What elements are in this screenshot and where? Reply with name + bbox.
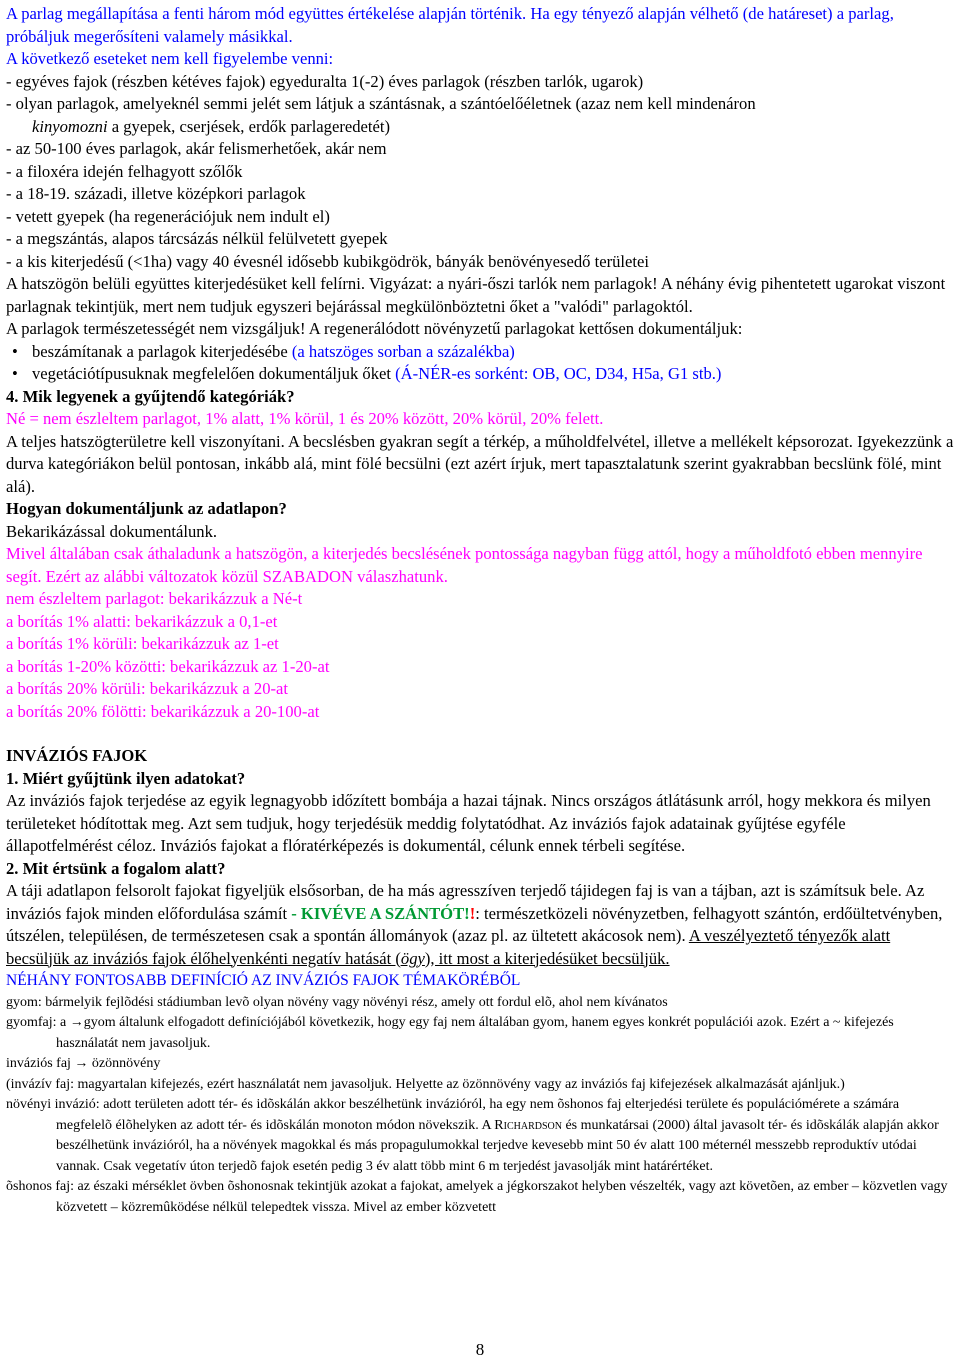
- bullet-icon: •: [12, 341, 18, 361]
- definition: gyomfaj: a →gyom általunk elfogadott definíciójából következik, hogy egy faj nem általában gyom, hanem egyes konkrét populációi azok. Ezért a ~ kifejezés használatát nem javasoljuk.: [6, 1015, 894, 1051]
- section-heading: 1. Miért gyűjtünk ilyen adatokat?: [6, 768, 246, 788]
- list-item: - vetett gyepek (ha regenerációjuk nem indult el): [6, 206, 330, 226]
- body-paragraph: Az inváziós fajok terjedése az egyik legnagyobb időzített bombája a hazai tájnak. Nincs országos átlátásunk arról, hogy mekkora és milyen területeket hódítottak meg. Azt sem tudjuk, hogy terjedésük meddig folytatódhat. Az inváziós fajok adatainak gyűjtése egyféle állapotfelmérést céloz. Inváziós fajokat a flóratérképezés is dokumentál, célunk ennek térbeli segítése.: [6, 791, 931, 855]
- option-line: a borítás 20% körüli: bekarikázzuk a 20-at: [6, 679, 288, 698]
- list-item: - a megszántás, alapos tárcsázás nélkül felülvetett gyepek: [6, 229, 388, 248]
- category-line: Né = nem észleltem parlagot, 1% alatt, 1% körül, 1 és 20% között, 20% körül, 20% felett.: [6, 409, 604, 428]
- option-line: a borítás 20% fölötti: bekarikázzuk a 20-100-at: [6, 701, 320, 721]
- list-item: - olyan parlagok, amelyeknél semmi jelét sem látjuk a szántásnak, a szántóelőéletnek (azaz nem kell mindenáron: [6, 94, 756, 113]
- list-item: - a kis kiterjedésű (<1ha) vagy 40 évesnél idősebb kubikgödrök, bányák benövényesedő területei: [6, 251, 649, 271]
- bullet-item: • beszámítanak a parlagok kiterjedésébe (a hatszöges sorban a százalékba): [6, 341, 954, 364]
- spacer: [6, 723, 954, 745]
- page-number: 8: [475, 1340, 485, 1359]
- option-line: a borítás 1% körüli: bekarikázzuk az 1-et: [6, 634, 279, 653]
- definition: inváziós faj → özönnövény: [6, 1056, 161, 1071]
- exclusion-intro: A következő eseteket nem kell figyelembe venni:: [6, 49, 334, 68]
- definition: õshonos faj: az északi mérséklet övben õshonosnak tekintjük azokat a fajokat, amelyek a jégkorszakot helyben vészelték, vagy azt követõen, az ember – közvetlen vagy közvetett – közremûködése nélkül telepedtek vissza. Mivel az ember közvetett: [6, 1179, 948, 1215]
- body-paragraph: A teljes hatszögterületre kell viszonyítani. A becslésben gyakran segít a térkép, a műholdfelvétel, illetve a mellékelt képsorozat. Igyekezzünk a durva kategóriákon belül pontosan, inkább alá, mint fölé becsülni (ezt azért írjuk, mert tapasztalatunk szerint gyakrabban becslünk fölé, mint alá).: [6, 431, 954, 496]
- intro-paragraph: A parlag megállapítása a fenti három mód együttes értékelése alapján történik. Ha egy tényező alapján vélhető (de határeset) a parlag, próbáljuk megerősíteni valamely másikkal.: [6, 4, 894, 46]
- list-item: - a 18-19. századi, illetve középkori parlagok: [6, 184, 306, 203]
- option-line: nem észleltem parlagot: bekarikázzuk a Né-t: [6, 589, 303, 608]
- magenta-paragraph: Mivel általában csak áthaladunk a hatszögön, a kiterjedés becslésének pontossága nagyban függ attól, hogy a műholdfotó ebben mennyire segít. Ezért az alábbi változatok közül SZABADON válaszhatunk.: [6, 544, 923, 586]
- list-item: - egyéves fajok (részben kétéves fajok) egyeduralta 1(-2) éves parlagok (részben tarlók, ugarok): [6, 71, 644, 91]
- definitions-title: NÉHÁNY FONTOSABB DEFINÍCIÓ AZ INVÁZIÓS FAJOK TÉMAKÖRÉBŐL: [6, 972, 521, 989]
- body-paragraph: A hatszögön belüli együttes kiterjedésüket kell felírni. Vigyázat: a nyári-őszi tarlók nem parlagok! A néhány évig pihentetett ugarokat viszont parlagnak tekintjük, mert nem tudjuk egyszeri bejárással megkülönböztetni őket a "valódi" parlagoktól.: [6, 274, 946, 316]
- definition: gyom: bármelyik fejlõdési stádiumban levõ olyan növény vagy növényi rész, amely ott fordul elõ, ahol nem kívánatos: [6, 994, 668, 1010]
- section-heading: 2. Mit értsünk a fogalom alatt?: [6, 858, 226, 878]
- definition: növényi invázió: adott területen adott tér- és idõskálán akkor beszélhetünk invázióról, ha egy nem õshonos faj elterjedési területe és populációmérete a számára megfelelõ élõhelyken az adott tér- és idõskálán monoton módon növekszik. A Richardson és munkatársai (2000) által javasolt tér- és idõskálák alapján akkor beszélhetünk invázióról, ha a növények magokkal és más propagulumokkal terjedve kevesebb mint 50 év alatt 100 méternél messzebb reproduktív utódai vannak. Csak vegetatív úton terjedõ fajok esetén pedig 3 év alatt több mint 6 m terjedést javasolják mint határértéket.: [6, 1097, 939, 1174]
- bullet-icon: •: [12, 364, 18, 383]
- arrow-icon: →: [74, 1056, 89, 1071]
- option-line: a borítás 1% alatti: bekarikázzuk a 0,1-et: [6, 611, 278, 631]
- bullet-item: • vegetációtípusuknak megfelelően dokumentáljuk őket (Á-NÉR-es sorként: OB, OC, D34, H5a, G1 stb.): [6, 363, 954, 386]
- body-paragraph: A parlagok természetességét nem vizsgáljuk! A regenerálódott növényzetű parlagokat kettősen dokumentáljuk:: [6, 319, 743, 338]
- list-item: - az 50-100 éves parlagok, akár felismerhetőek, akár nem: [6, 139, 387, 158]
- list-item: - a filoxéra idején felhagyott szőlők: [6, 161, 243, 181]
- section-title: INVÁZIÓS FAJOK: [6, 746, 148, 765]
- section-heading: 4. Mik legyenek a gyűjtendő kategóriák?: [6, 386, 295, 406]
- section-heading: Hogyan dokumentáljunk az adatlapon?: [6, 499, 287, 518]
- definition: (invázív faj: magyartalan kifejezés, ezért használatát nem javasoljuk. Helyette az özönnövény vagy az inváziós faj kifejezések alkalmazását ajánljuk.): [6, 1076, 845, 1092]
- option-line: a borítás 1-20% közötti: bekarikázzuk az 1-20-at: [6, 656, 330, 676]
- body-paragraph: Bekarikázással dokumentálunk.: [6, 521, 218, 541]
- list-item-continuation: kinyomozni a gyepek, cserjések, erdők parlageredetét): [32, 116, 390, 136]
- arrow-icon: →: [69, 1015, 84, 1030]
- body-paragraph: A táji adatlapon felsorolt fajokat figyeljük elsősorban, de ha más agresszíven terjedő tájidegen faj is van a tájban, azt is számítsuk bele. Az inváziós fajok minden előfordulása számít - KIVÉVE A SZÁNTÓT!!: természetközeli növényzetben, felhagyott szántón, erdőültetvényben, útszélen, településen, de természetesen csak a spontán állományok (azaz pl. az ültetett akácosok nem). A veszélyeztető tényezők alatt becsüljük az inváziós fajok élőhelyenkénti negatív hatását (ögy), itt most a kiterjedésüket becsüljük.: [6, 881, 943, 968]
